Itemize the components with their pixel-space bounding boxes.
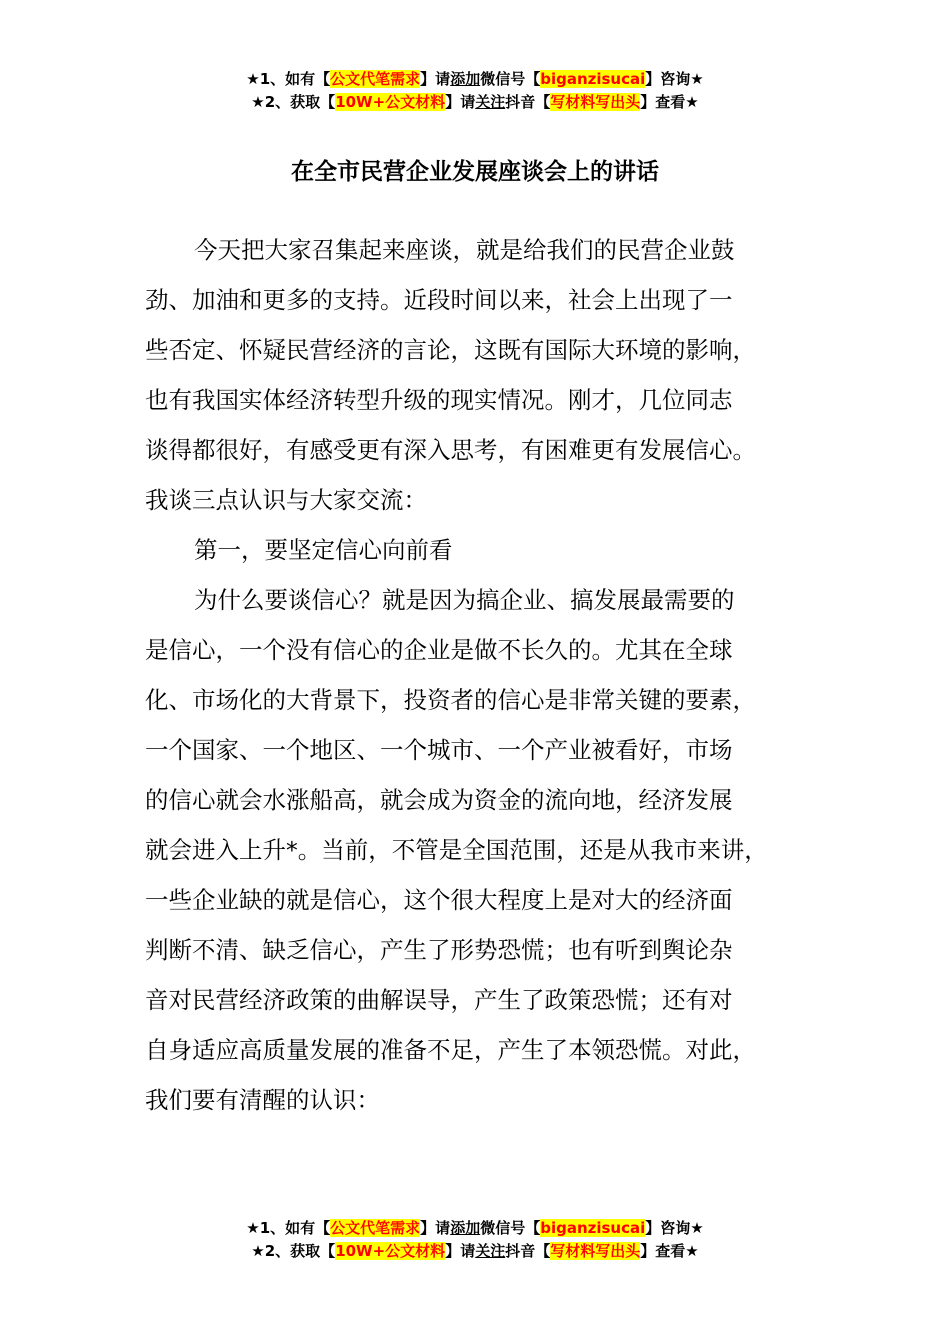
footer-banner [0,1217,950,1263]
document-title: 在全市民营企业发展座谈会上的讲话 [291,159,659,185]
ghostwriting-highlight: 公文代笔需求 [330,70,421,88]
paragraph-line: 判断不清、缺乏信心，产生了形势恐慌；也有听到舆论杂 [145,936,733,964]
materials-highlight: 10W+公文材料 [335,93,446,111]
paragraph-line: 今天把大家召集起来座谈，就是给我们的民营企业鼓 [194,236,735,264]
paragraph-line: 一些企业缺的就是信心，这个很大程度上是对大的经济面 [145,886,733,914]
paragraph-line: 一个国家、一个地区、一个城市、一个产业被看好，市场 [145,736,733,764]
paragraph-line: 谈得都很好，有感受更有深入思考，有困难更有发展信心。 [145,436,756,464]
paragraph-line: 些否定、怀疑民营经济的言论，这既有国际大环境的影响， [145,336,756,364]
douyin-account-highlight: 写材料写出头 [550,1242,641,1260]
paragraph-line: 我谈三点认识与大家交流： [145,486,427,514]
paragraph-line: 我们要有清醒的认识： [145,1086,380,1114]
paragraph-line: 是信心，一个没有信心的企业是做不长久的。尤其在全球 [145,636,733,664]
douyin-account-highlight: 写材料写出头 [550,93,641,111]
wechat-id-highlight: biganzisucai [540,70,646,88]
paragraph-line: 音对民营经济政策的曲解误导，产生了政策恐慌；还有对 [145,986,733,1014]
banner-line-2: ★2、获取【10W+公文材料】请关注抖音【写材料写出头】查看★ [251,1242,699,1260]
paragraph-line: 自身适应高质量发展的准备不足，产生了本领恐慌。对此， [145,1036,756,1064]
banner-line-1: ★1、如有【公文代笔需求】请添加微信号【biganzisucai】咨询★ [246,1219,704,1237]
paragraph-line: 也有我国实体经济转型升级的现实情况。刚才，几位同志 [145,386,733,414]
header-banner [0,68,950,114]
paragraph-line: 化、市场化的大背景下，投资者的信心是非常关键的要素， [145,686,756,714]
paragraph-line: 的信心就会水涨船高，就会成为资金的流向地，经济发展 [145,786,733,814]
materials-highlight: 10W+公文材料 [335,1242,446,1260]
paragraph-line: 劲、加油和更多的支持。近段时间以来，社会上出现了一 [145,286,733,314]
wechat-id-highlight: biganzisucai [540,1219,646,1237]
section-heading: 第一，要坚定信心向前看 [194,536,453,564]
paragraph-line: 为什么要谈信心？就是因为搞企业、搞发展最需要的 [194,586,735,614]
ghostwriting-highlight: 公文代笔需求 [330,1219,421,1237]
paragraph-line: 就会进入上升*。当前，不管是全国范围，还是从我市来讲， [145,836,768,864]
banner-line-1: ★1、如有【公文代笔需求】请添加微信号【biganzisucai】咨询★ [246,70,704,88]
banner-line-2: ★2、获取【10W+公文材料】请关注抖音【写材料写出头】查看★ [251,93,699,111]
document-body [145,225,825,1125]
